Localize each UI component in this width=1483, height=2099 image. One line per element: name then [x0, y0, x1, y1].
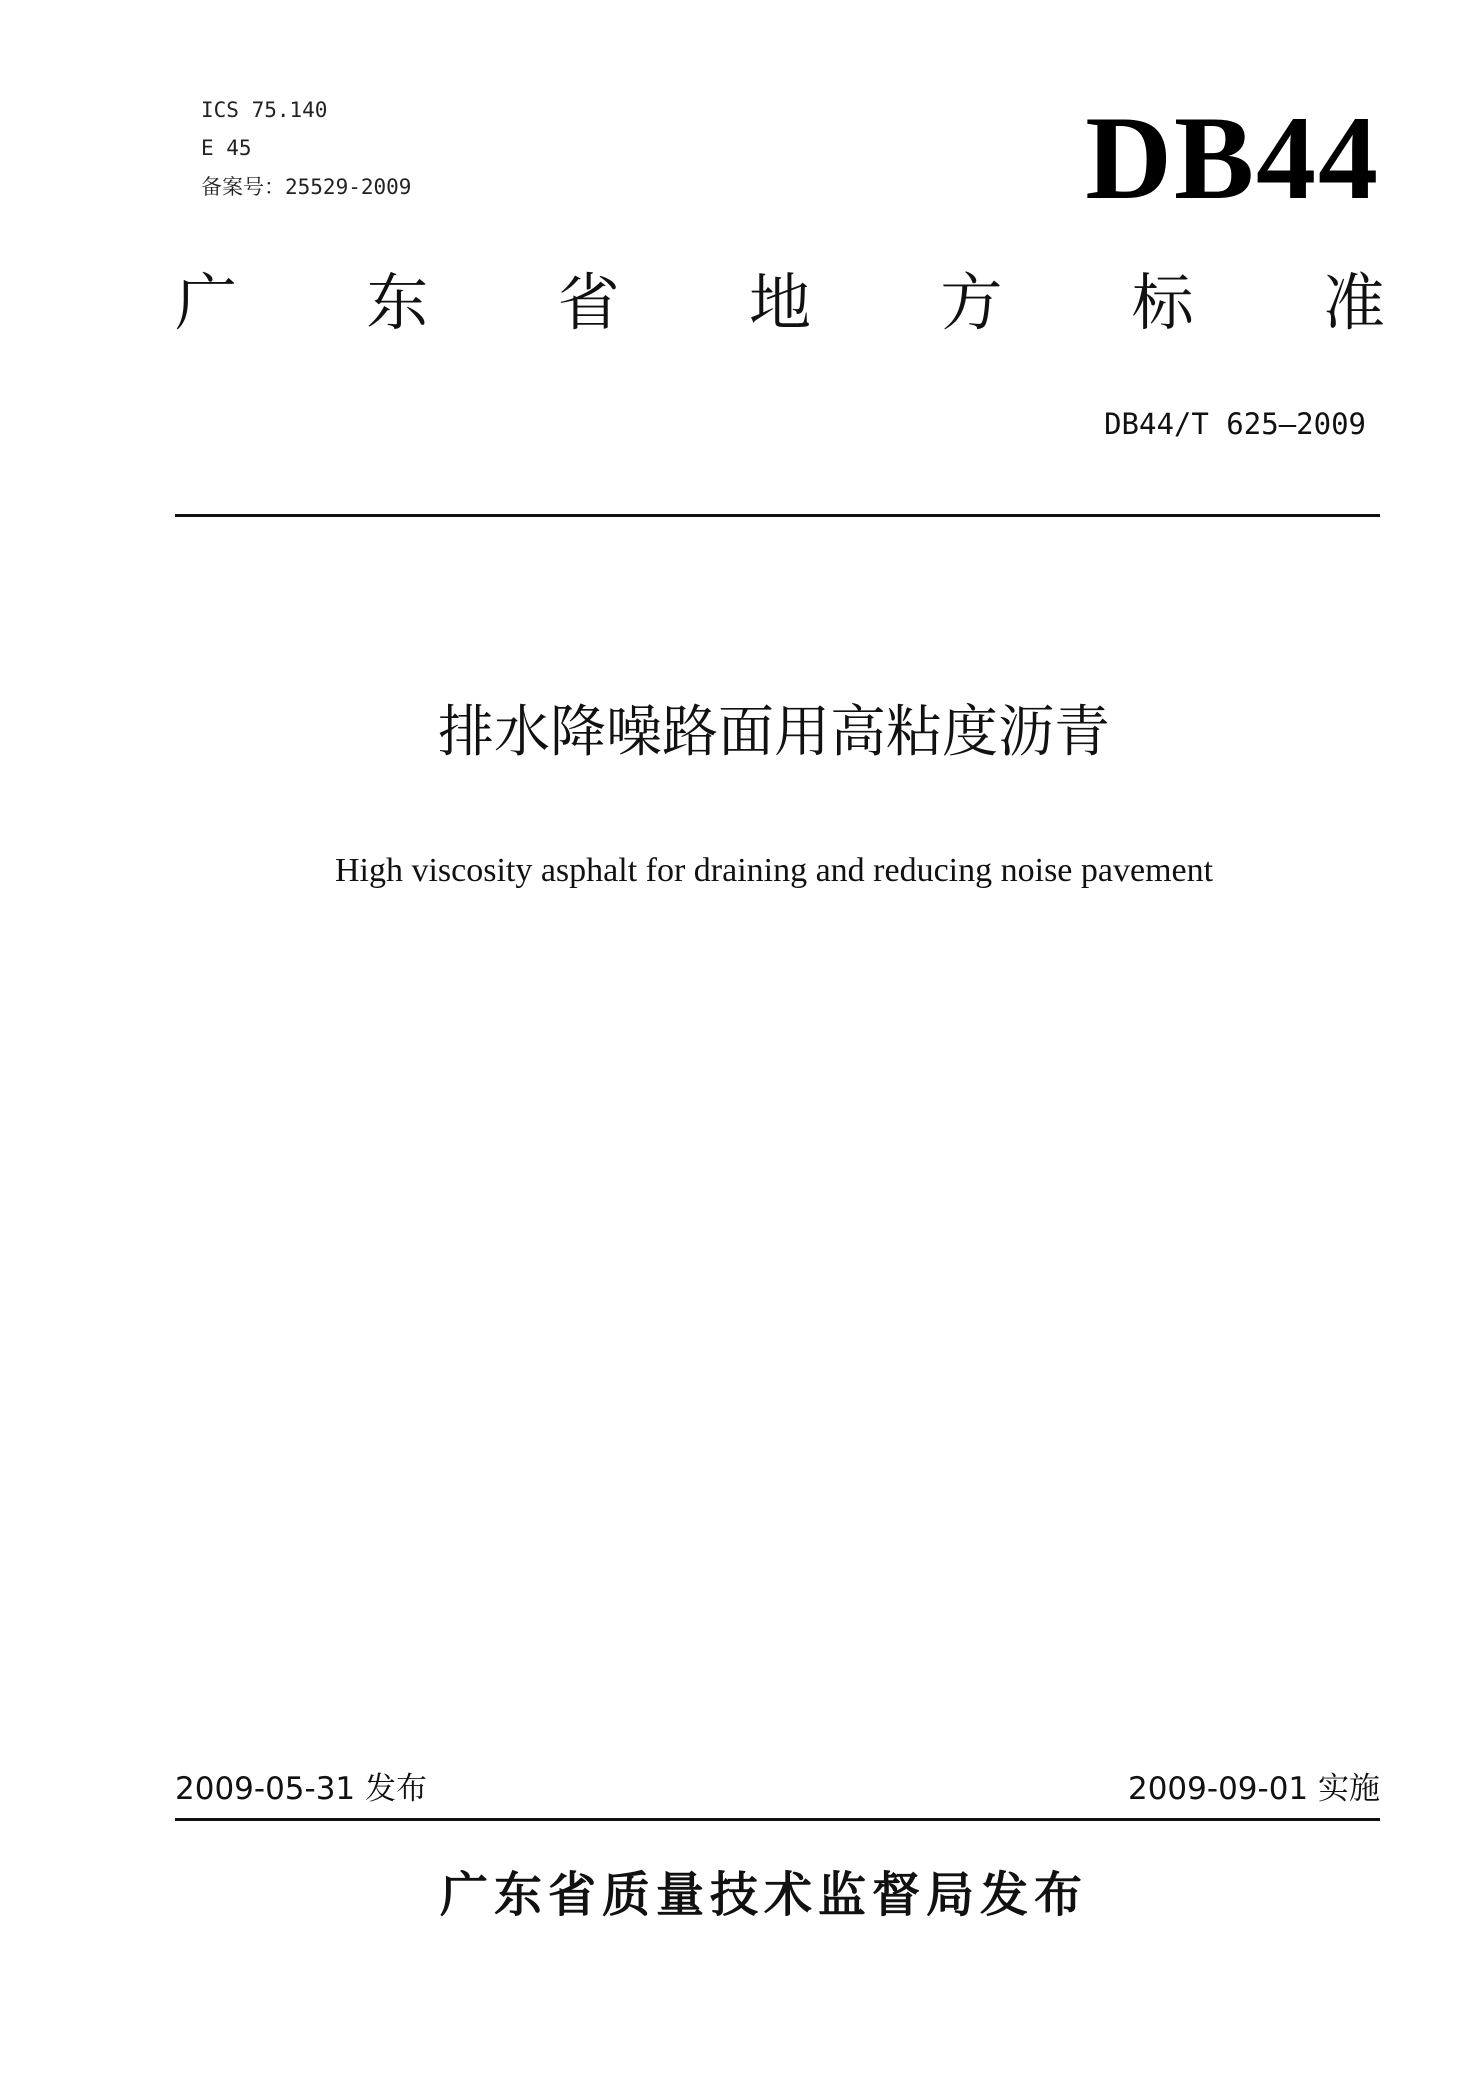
- standard-type-char: 准: [1322, 266, 1385, 339]
- english-title: High viscosity asphalt for draining and reducing noise pavement: [334, 852, 1214, 889]
- standard-type-heading: [175, 266, 1385, 339]
- standard-code-logo: DB44: [1085, 91, 1380, 224]
- standard-type-char: 东: [366, 266, 429, 339]
- top-divider: [175, 514, 1380, 517]
- standard-type-char: 省: [557, 266, 620, 339]
- record-number: 备案号：25529-2009: [201, 175, 412, 199]
- standard-type-char: 地: [748, 266, 811, 339]
- standard-type-char: 标: [1131, 266, 1194, 339]
- classification-code: E 45: [201, 136, 252, 160]
- publisher-name: 广东省质量技术监督局发布: [439, 1867, 1088, 1923]
- standard-type-char: 广: [175, 266, 238, 339]
- issue-date: 2009-05-31 发布: [175, 1771, 428, 1807]
- bottom-divider: [175, 1818, 1380, 1821]
- implementation-date: 2009-09-01 实施: [1127, 1771, 1380, 1807]
- standard-type-char: 方: [940, 266, 1003, 339]
- standard-number: DB44/T 625—2009: [1104, 407, 1366, 441]
- chinese-title: 排水降噪路面用高粘度沥青: [438, 700, 1110, 765]
- ics-code: ICS 75.140: [201, 98, 328, 122]
